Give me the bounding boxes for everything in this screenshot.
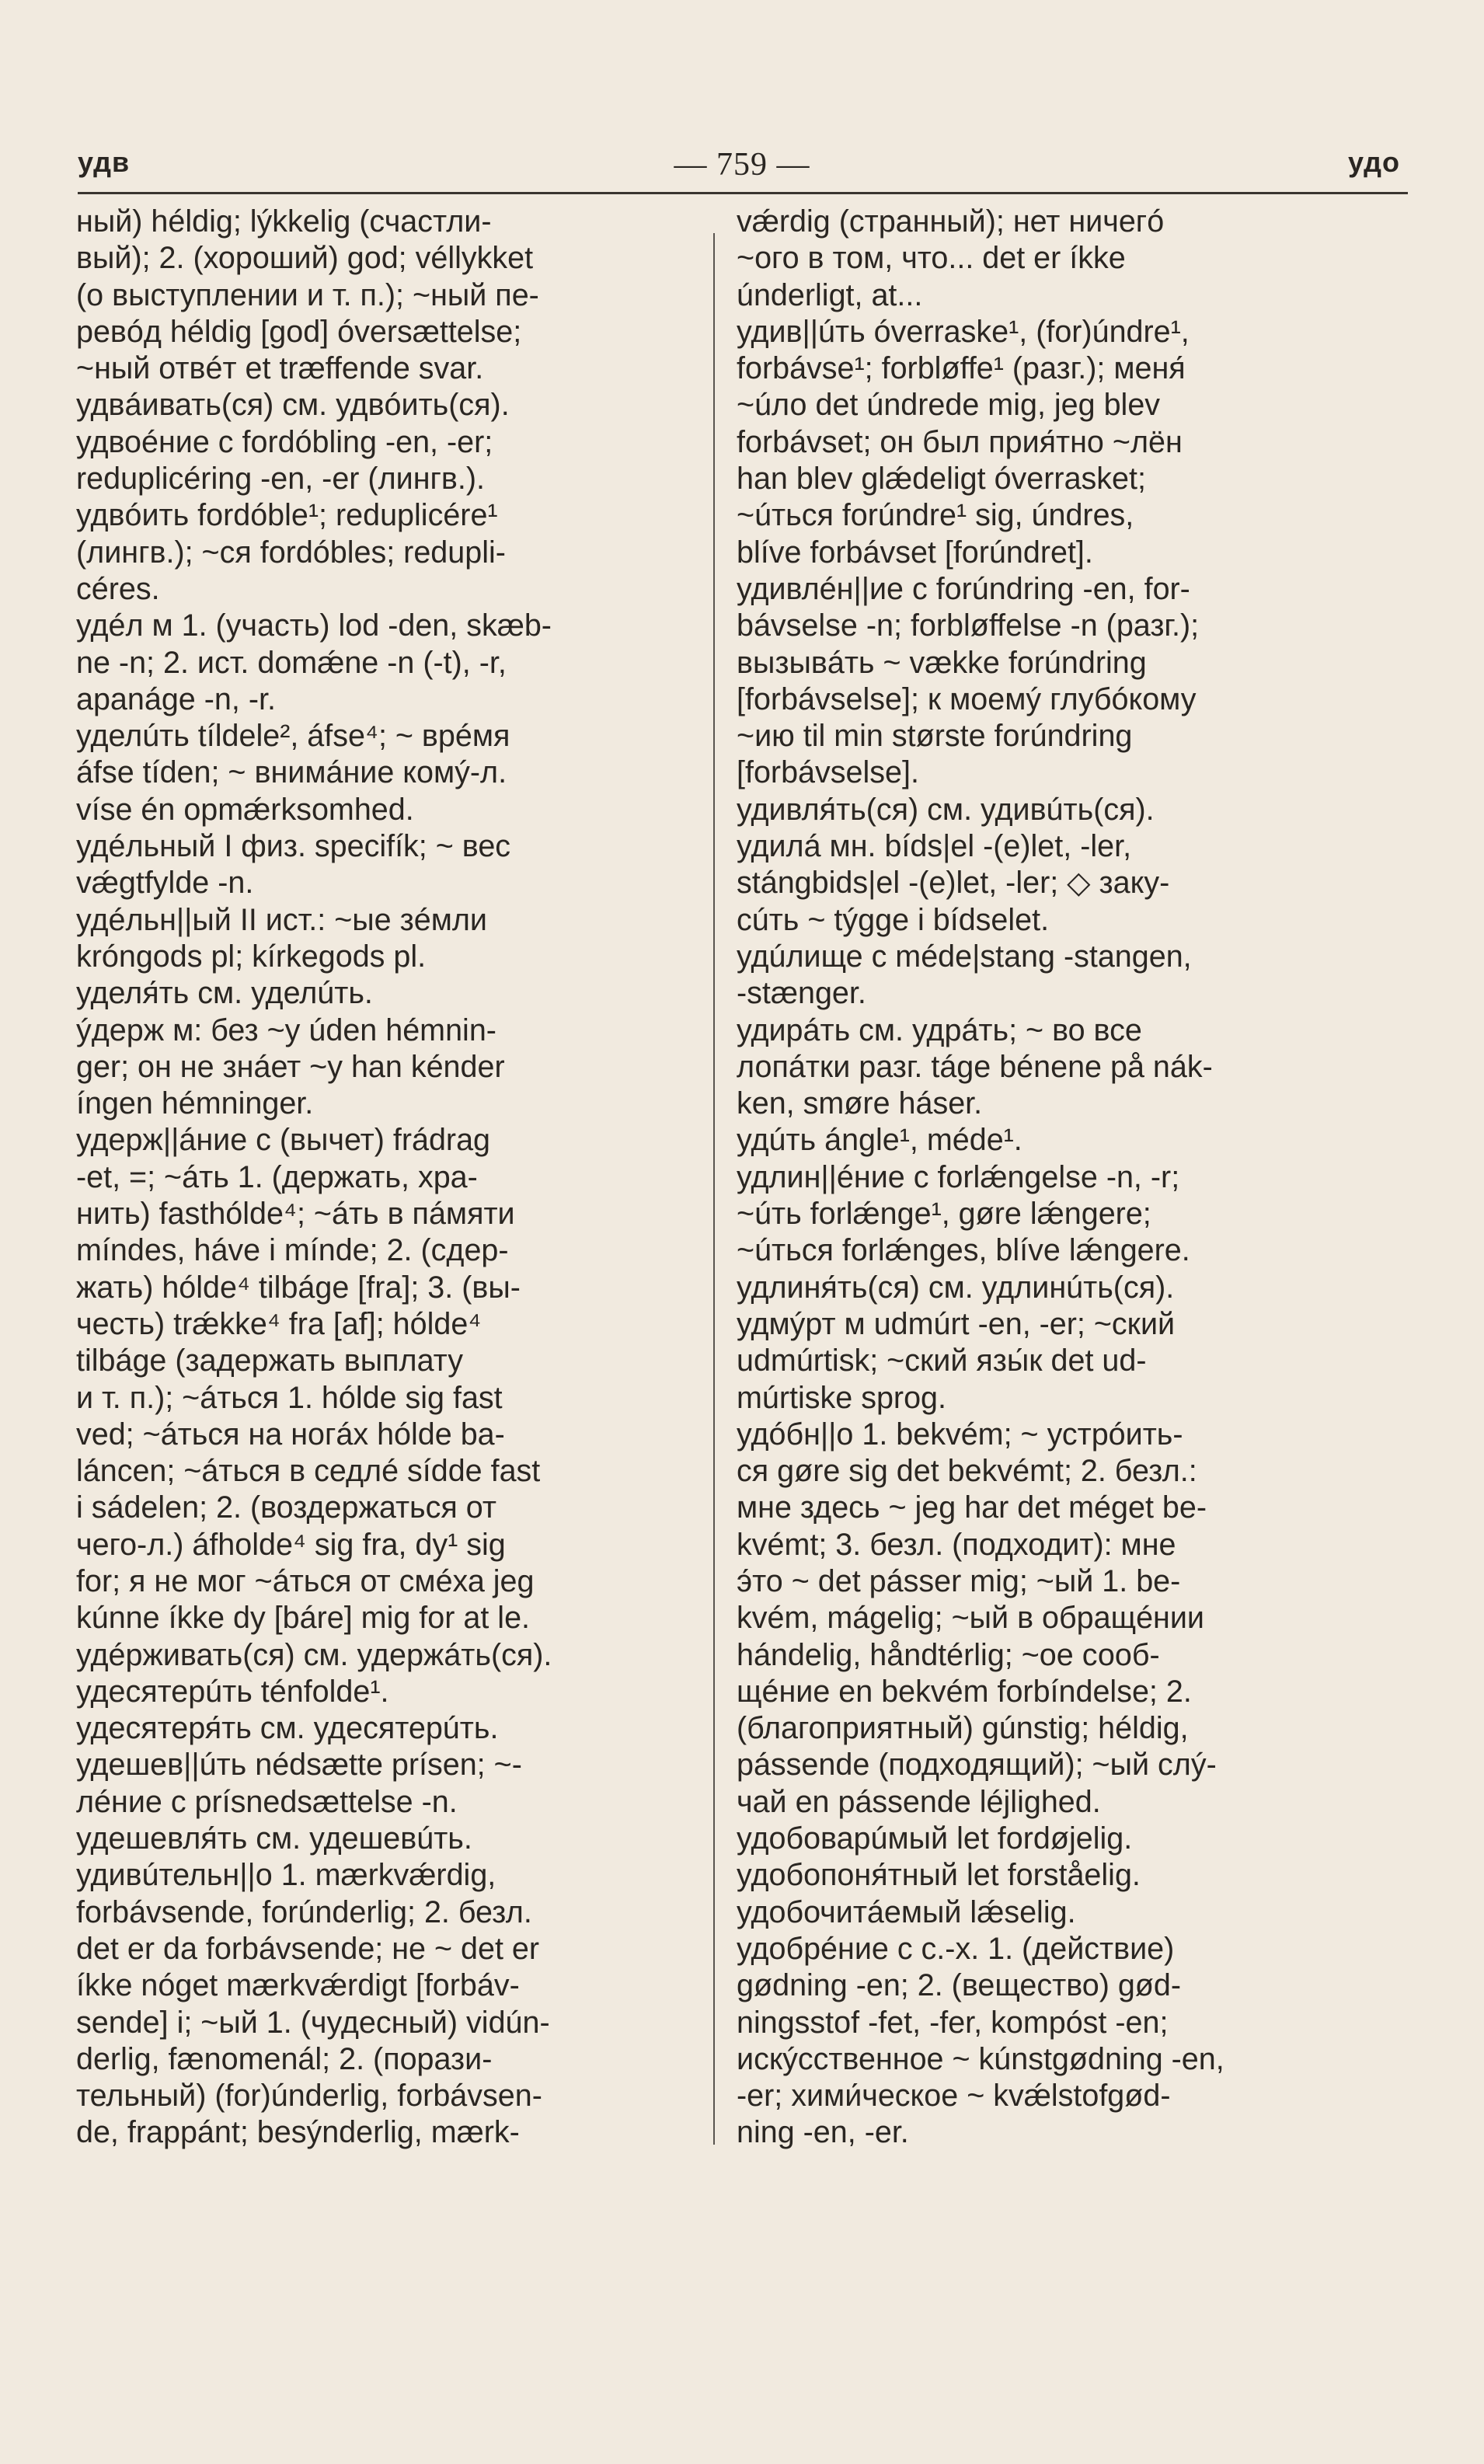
entry-line: forbávsende, forúnderlig; 2. безл. (76, 1894, 532, 1929)
running-head-left: удв (78, 146, 131, 178)
entry-line: ken, smøre háser. (737, 1086, 983, 1121)
entry-line: -er; хими́ческое ~ kvǽlstofgød- (737, 2079, 1171, 2114)
entry-line: gødning -en; 2. (вещество) gød- (737, 1968, 1182, 2003)
entry-line: чего-л.) áfholde⁴ sig fra, dy¹ sig (76, 1527, 506, 1562)
page-number: — 759 — (674, 147, 810, 183)
entry-line: reduplicéring -en, -er (лингв.). (76, 462, 485, 497)
entry-line: удлиня́ть(ся) см. удлинúть(ся). (737, 1270, 1175, 1305)
entry-line: удобрéние с с.-х. 1. (действие) (737, 1931, 1175, 1966)
entry-line: удвáивать(ся) см. удвóить(ся). (76, 388, 510, 423)
entry-line: [forbávselse]. (737, 755, 919, 790)
entry-line: ~úться forlǽnges, blíve lǽngere. (737, 1233, 1190, 1268)
entry-line: ýдерж м: без ~у úden hémnin- (76, 1012, 496, 1047)
entry-line: vǽrdig (странный); нет ничегó (737, 204, 1165, 239)
entry-line: míndes, háve i mínde; 2. (сдер- (76, 1233, 509, 1268)
entry-line: íkke nóget mærkvǽrdigt [forbáv- (76, 1968, 520, 2003)
entry-line: (о выступлении и т. п.); ~ный пе- (76, 277, 539, 312)
entry-line: удешевля́ть см. удешевúть. (76, 1821, 472, 1856)
entry-line: удесятеря́ть см. удесятерúть. (76, 1711, 499, 1746)
entry-line: udmúrtisk; ~ский язы́к det ud- (737, 1344, 1147, 1378)
entry-line: únderligt, at... (737, 277, 923, 312)
entry-line: i sádelen; 2. (воздержаться от (76, 1490, 496, 1525)
entry-line: ning -en, -er. (737, 2115, 909, 2150)
entry-line: -et, =; ~áть 1. (держать, хра- (76, 1159, 478, 1194)
entry-line: удирáть см. удрáть; ~ во все (737, 1012, 1142, 1047)
entry-line: удерж||áние с (вычет) frádrag (76, 1123, 491, 1158)
entry-line: áfse tíden; ~ внимáние комý-л. (76, 755, 507, 790)
entry-line: apanáge -n, -r. (76, 681, 276, 716)
entry-line: det er da forbávsende; не ~ det er (76, 1931, 540, 1966)
entry-line: tilbáge (задержать выплату (76, 1344, 463, 1378)
entry-line: лéние с prísnedsættelse -n. (76, 1784, 458, 1819)
entry-line: удвóить fordóble¹; reduplicére¹ (76, 498, 498, 533)
entry-line: pássende (подходящий); ~ый слý- (737, 1748, 1217, 1783)
entry-line: ся gøre sig det bekvémt; 2. безл.: (737, 1454, 1197, 1489)
entry-line: щéние en bekvém forbíndelse; 2. (737, 1674, 1192, 1709)
entry-line: ne -n; 2. ист. domǽne -n (-t), -r, (76, 645, 507, 680)
entry-line: удéльный I физ. specifík; ~ вес (76, 829, 511, 864)
entry-line: нить) fasthólde⁴; ~áть в пáмяти (76, 1197, 515, 1232)
entry-line: удив||úть óverraske¹, (for)úndre¹, (737, 314, 1190, 349)
entry-line: ger; он не знáет ~у han kénder (76, 1049, 505, 1084)
entry-line: ~ный отвéт et træffende svar. (76, 351, 484, 386)
entry-line: ~úться forúndre¹ sig, úndres, (737, 498, 1134, 533)
entry-line: ~ого в том, что... det er íkke (737, 241, 1126, 276)
entry-line: forbávse¹; forbløffe¹ (разг.); меня́ (737, 351, 1186, 386)
entry-line: kvémt; 3. безл. (подходит): мне (737, 1527, 1176, 1562)
right-column (737, 204, 1339, 2152)
entry-line: удобопоня́тный let forståelig. (737, 1858, 1141, 1893)
running-head-right: удо (1348, 146, 1400, 178)
entry-line: hándelig, håndtérlig; ~ое сооб- (737, 1637, 1160, 1672)
entry-line: сúть ~ týgge i bídselet. (737, 902, 1050, 937)
entry-line: тельный) (for)únderlig, forbávsen- (76, 2079, 542, 2114)
entry-line: уделúть tíldele², áfse⁴; ~ врéмя (76, 719, 510, 754)
entry-line: -stænger. (737, 976, 866, 1011)
entry-line: bávselse -n; forbløffelse -n (разг.); (737, 608, 1200, 643)
entry-line: удóбн||о 1. bekvém; ~ устрóить- (737, 1417, 1183, 1452)
entry-line: искýсственное ~ kúnstgødning -en, (737, 2041, 1224, 2076)
entry-line: (лингв.); ~ся fordóbles; redupli- (76, 535, 506, 570)
entry-line: удúлище с méde|stang -stangen, (737, 939, 1192, 974)
entry-line: мне здесь ~ jeg har det méget be- (737, 1490, 1207, 1525)
entry-line: жать) hólde⁴ tilbáge [fra]; 3. (вы- (76, 1270, 521, 1305)
entry-line: удлин||éние с forlǽngelse -n, -r; (737, 1159, 1180, 1194)
entry-line: ~úть forlǽnge¹, gøre lǽngere; (737, 1197, 1151, 1232)
column-divider (713, 233, 715, 2145)
entry-line: ~úло det úndrede mig, jeg blev (737, 388, 1161, 423)
entry-line: ~ию til min største forúndring (737, 719, 1133, 754)
entry-line: stángbids|el -(e)let, -ler; ◇ заку- (737, 866, 1170, 901)
entry-line: derlig, fænomenál; 2. (порази- (76, 2041, 493, 2076)
entry-line: ревóд héldig [god] óversættelse; (76, 314, 522, 349)
entry-line: уделя́ть см. уделúть. (76, 976, 373, 1011)
entry-line: múrtiske sprog. (737, 1380, 947, 1415)
entry-line: удéрживать(ся) см. удержáть(ся). (76, 1637, 552, 1672)
header-rule (78, 192, 1408, 194)
entry-line: kúnne íkke dy [báre] mig for at le. (76, 1601, 531, 1636)
entry-line: for; я не мог ~áться от смéха jeg (76, 1563, 535, 1598)
entry-line: лопáтки разг. táge bénene på nák- (737, 1049, 1213, 1084)
entry-line: удивлéн||ие с forúndring -en, for- (737, 571, 1190, 606)
entry-line: удилá мн. bíds|el -(e)let, -ler, (737, 829, 1132, 864)
entry-line: forbávset; он был прия́тно ~лён (737, 424, 1183, 459)
entry-line: víse én opmǽrksomhed. (76, 792, 414, 827)
entry-line: удесятерúть ténfolde¹. (76, 1674, 389, 1709)
entry-line: удéл м 1. (участь) lod -den, skæb- (76, 608, 552, 643)
entry-line: и т. п.); ~áться 1. hólde sig fast (76, 1380, 503, 1415)
entry-line: удобочитáемый lǽselig. (737, 1894, 1076, 1929)
entry-line: удмýрт м udmúrt -en, -er; ~ский (737, 1306, 1176, 1341)
entry-line: удвоéние с fordóbling -en, -er; (76, 424, 493, 459)
entry-line: вызывáть ~ vække forúndring (737, 645, 1147, 680)
entry-line: kvém, mágelig; ~ый в обращéнии (737, 1601, 1204, 1636)
left-column (76, 204, 682, 2152)
entry-line: céres. (76, 571, 160, 606)
entry-line: láncen; ~áться в седлé sídde fast (76, 1454, 541, 1489)
entry-line: sende] i; ~ый 1. (чудесный) vidún- (76, 2005, 550, 2040)
entry-line: удобоварúмый let fordøjelig. (737, 1821, 1133, 1856)
entry-line: удивúтельн||о 1. mærkvǽrdig, (76, 1858, 496, 1893)
entry-line: удéльн||ый II ист.: ~ые зéмли (76, 902, 487, 937)
entry-line: króngods pl; kírkegods pl. (76, 939, 427, 974)
entry-line: [forbávselse]; к моемý глубóкому (737, 681, 1197, 716)
entry-line: вый); 2. (хороший) god; véllykket (76, 241, 534, 276)
entry-line: удúть ángle¹, méde¹. (737, 1123, 1022, 1158)
entry-line: han blev glǽdeligt óverrasket; (737, 462, 1146, 497)
entry-line: удешев||úть nédsætte prísen; ~- (76, 1748, 522, 1783)
entry-line: ved; ~áться на ногáх hólde ba- (76, 1417, 505, 1452)
entry-line: удивля́ть(ся) см. удивúть(ся). (737, 792, 1155, 827)
entry-line: blíve forbávset [forúndret]. (737, 535, 1093, 570)
entry-line: ный) héldig; lýkkelig (счастли- (76, 204, 492, 239)
entry-line: ningsstof -fet, -fer, kompóst -en; (737, 2005, 1169, 2040)
entry-line: э́то ~ det pásser mig; ~ый 1. be- (737, 1563, 1181, 1598)
entry-line: честь) trǽkke⁴ fra [af]; hólde⁴ (76, 1306, 482, 1341)
entry-line: (благоприятный) gúnstig; héldig, (737, 1711, 1189, 1746)
entry-line: de, frappánt; besýnderlig, mærk- (76, 2115, 520, 2150)
entry-line: чай en pássende léjlighed. (737, 1784, 1101, 1819)
entry-line: vǽgtfylde -n. (76, 866, 254, 901)
entry-line: íngen hémninger. (76, 1086, 314, 1121)
